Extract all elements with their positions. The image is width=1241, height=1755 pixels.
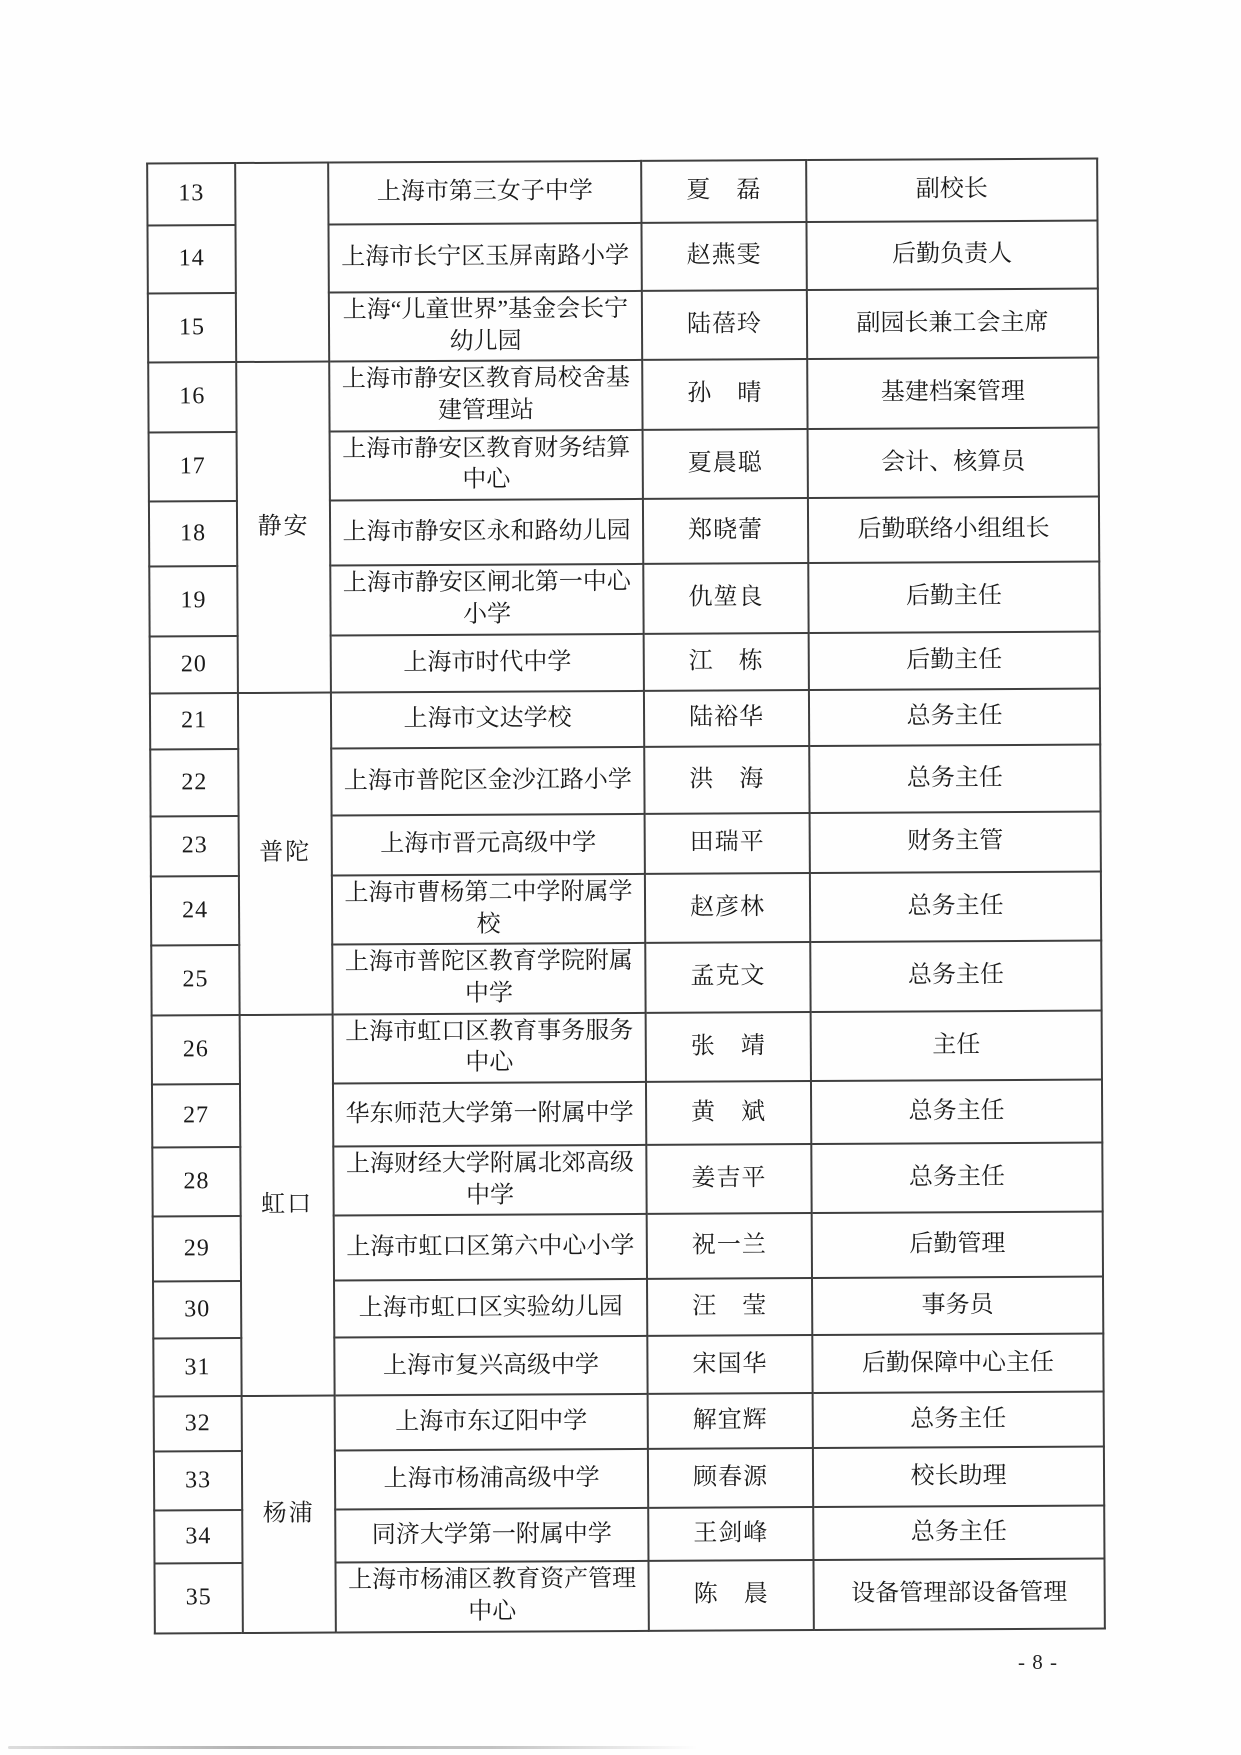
- cell-row-number: 13: [147, 163, 235, 225]
- cell-row-number: 17: [149, 432, 237, 502]
- cell-school: 上海市长宁区玉屏南路小学: [328, 223, 641, 293]
- cell-school: 上海市虹口区教育事务服务中心: [333, 1013, 646, 1084]
- cell-person-name: 仇堃良: [643, 563, 808, 634]
- cell-row-number: 29: [153, 1216, 241, 1281]
- cell-school: 上海市复兴高级中学: [334, 1336, 647, 1396]
- cell-position: 副园长兼工会主席: [807, 289, 1098, 360]
- cell-school: 上海市静安区永和路幼儿园: [330, 499, 643, 566]
- cell-position: 总务主任: [811, 1143, 1102, 1214]
- cell-position: 主任: [811, 1010, 1102, 1081]
- cell-person-name: 陈 晨: [648, 1560, 813, 1630]
- cell-person-name: 祝一兰: [647, 1213, 812, 1279]
- cell-school: 上海市静安区闸北第一中心小学: [330, 564, 643, 636]
- cell-person-name: 顾春源: [648, 1448, 813, 1508]
- table-body: [147, 159, 1105, 1634]
- cell-row-number: 35: [154, 1563, 242, 1633]
- cell-person-name: 张 靖: [646, 1012, 811, 1082]
- cell-person-name: 陆蓓玲: [642, 290, 807, 360]
- cell-row-number: 28: [152, 1147, 240, 1217]
- cell-person-name: 江 栋: [644, 633, 809, 691]
- cell-row-number: 27: [152, 1084, 240, 1147]
- cell-school: 上海市虹口区第六中心小学: [334, 1214, 647, 1281]
- cell-position: 总务主任: [809, 689, 1100, 747]
- cell-person-name: 孟克文: [645, 942, 810, 1012]
- cell-position: 基建档案管理: [807, 358, 1098, 429]
- cell-position: 校长助理: [813, 1447, 1104, 1508]
- cell-position: 总务主任: [813, 1392, 1104, 1449]
- cell-row-number: 23: [151, 816, 239, 876]
- table-row: [154, 1392, 1104, 1452]
- cell-school: 上海市虹口区实验幼儿园: [334, 1279, 647, 1338]
- cell-row-number: 26: [152, 1015, 240, 1085]
- cell-row-number: 34: [154, 1510, 242, 1563]
- cell-person-name: 陆裕华: [644, 690, 809, 747]
- cell-district: [235, 163, 329, 363]
- cell-person-name: 夏晨聪: [643, 429, 808, 499]
- cell-row-number: 33: [154, 1451, 242, 1510]
- cell-position: 总务主任: [810, 872, 1101, 943]
- cell-person-name: 郑晓蕾: [643, 498, 808, 564]
- cell-school: 上海市东辽阳中学: [335, 1394, 648, 1451]
- cell-school: 上海市第三女子中学: [328, 161, 641, 225]
- cell-position: 总务主任: [809, 745, 1100, 814]
- cell-person-name: 洪 海: [644, 746, 809, 814]
- cell-person-name: 宋国华: [647, 1335, 812, 1394]
- cell-district: 杨浦: [242, 1396, 336, 1633]
- table-row: [152, 1010, 1102, 1084]
- cell-row-number: 22: [150, 749, 238, 816]
- cell-person-name: 姜吉平: [646, 1144, 811, 1214]
- cell-person-name: 赵彦林: [645, 873, 810, 943]
- cell-row-number: 14: [147, 225, 235, 293]
- cell-person-name: 汪 莹: [647, 1278, 812, 1336]
- cell-person-name: 黄 斌: [646, 1081, 811, 1145]
- table-row: [148, 358, 1098, 432]
- cell-school: 上海市杨浦高级中学: [335, 1449, 648, 1510]
- cell-district: 普陀: [238, 693, 333, 1015]
- cell-person-name: 夏 磊: [641, 160, 806, 223]
- cell-position: 财务主管: [810, 812, 1101, 874]
- personnel-table: [146, 158, 1106, 1635]
- cell-school: 同济大学第一附属中学: [335, 1508, 648, 1563]
- cell-position: 副校长: [806, 159, 1097, 223]
- cell-row-number: 16: [148, 362, 236, 432]
- cell-school: 上海市杨浦区教育资产管理中心: [335, 1561, 648, 1632]
- cell-school: 上海市曹杨第二中学附属学校: [332, 874, 645, 945]
- cell-position: 总务主任: [813, 1506, 1104, 1561]
- cell-position: 事务员: [812, 1277, 1103, 1336]
- cell-row-number: 18: [149, 501, 237, 566]
- cell-position: 后勤主任: [809, 632, 1100, 691]
- cell-district: 虹口: [240, 1014, 335, 1396]
- scan-edge-artifact: [8, 1746, 698, 1749]
- cell-row-number: 15: [148, 293, 236, 363]
- cell-school: 上海市晋元高级中学: [332, 814, 645, 876]
- page-number: - 8 -: [1018, 1650, 1058, 1674]
- cell-school: 上海“儿童世界”基金会长宁幼儿园: [329, 291, 642, 362]
- cell-position: 后勤保障中心主任: [812, 1334, 1103, 1394]
- cell-school: 上海市文达学校: [331, 691, 644, 749]
- cell-school: 上海市时代中学: [331, 634, 644, 693]
- cell-school: 上海市静安区教育财务结算中心: [330, 430, 643, 501]
- cell-person-name: 王剑峰: [648, 1507, 813, 1561]
- cell-position: 后勤主任: [808, 562, 1099, 634]
- cell-person-name: 孙 晴: [642, 359, 807, 429]
- cell-row-number: 19: [149, 566, 237, 636]
- cell-row-number: 20: [150, 636, 238, 693]
- cell-row-number: 32: [154, 1396, 242, 1451]
- cell-row-number: 25: [151, 945, 239, 1015]
- cell-position: 总务主任: [811, 1080, 1102, 1145]
- cell-school: 华东师范大学第一附属中学: [333, 1082, 646, 1147]
- cell-row-number: 21: [150, 693, 238, 749]
- cell-person-name: 田瑞平: [645, 813, 810, 874]
- cell-row-number: 24: [151, 876, 239, 946]
- cell-row-number: 31: [153, 1338, 241, 1396]
- cell-person-name: 解宜辉: [648, 1393, 813, 1449]
- table-row: [147, 159, 1097, 226]
- cell-position: 设备管理部设备管理: [813, 1559, 1104, 1630]
- cell-school: 上海财经大学附属北郊高级中学: [333, 1145, 646, 1216]
- cell-position: 后勤管理: [812, 1212, 1103, 1279]
- cell-district: 静安: [236, 362, 331, 693]
- cell-position: 总务主任: [810, 941, 1101, 1012]
- cell-position: 后勤负责人: [806, 221, 1097, 291]
- cell-school: 上海市普陀区教育学院附属中学: [332, 943, 645, 1014]
- cell-row-number: 30: [153, 1281, 241, 1338]
- cell-school: 上海市普陀区金沙江路小学: [331, 747, 644, 816]
- cell-position: 会计、核算员: [808, 427, 1099, 498]
- cell-position: 后勤联络小组组长: [808, 497, 1099, 564]
- cell-person-name: 赵燕雯: [641, 222, 806, 291]
- table-row: [150, 689, 1100, 750]
- cell-school: 上海市静安区教育局校舍基建管理站: [329, 360, 642, 431]
